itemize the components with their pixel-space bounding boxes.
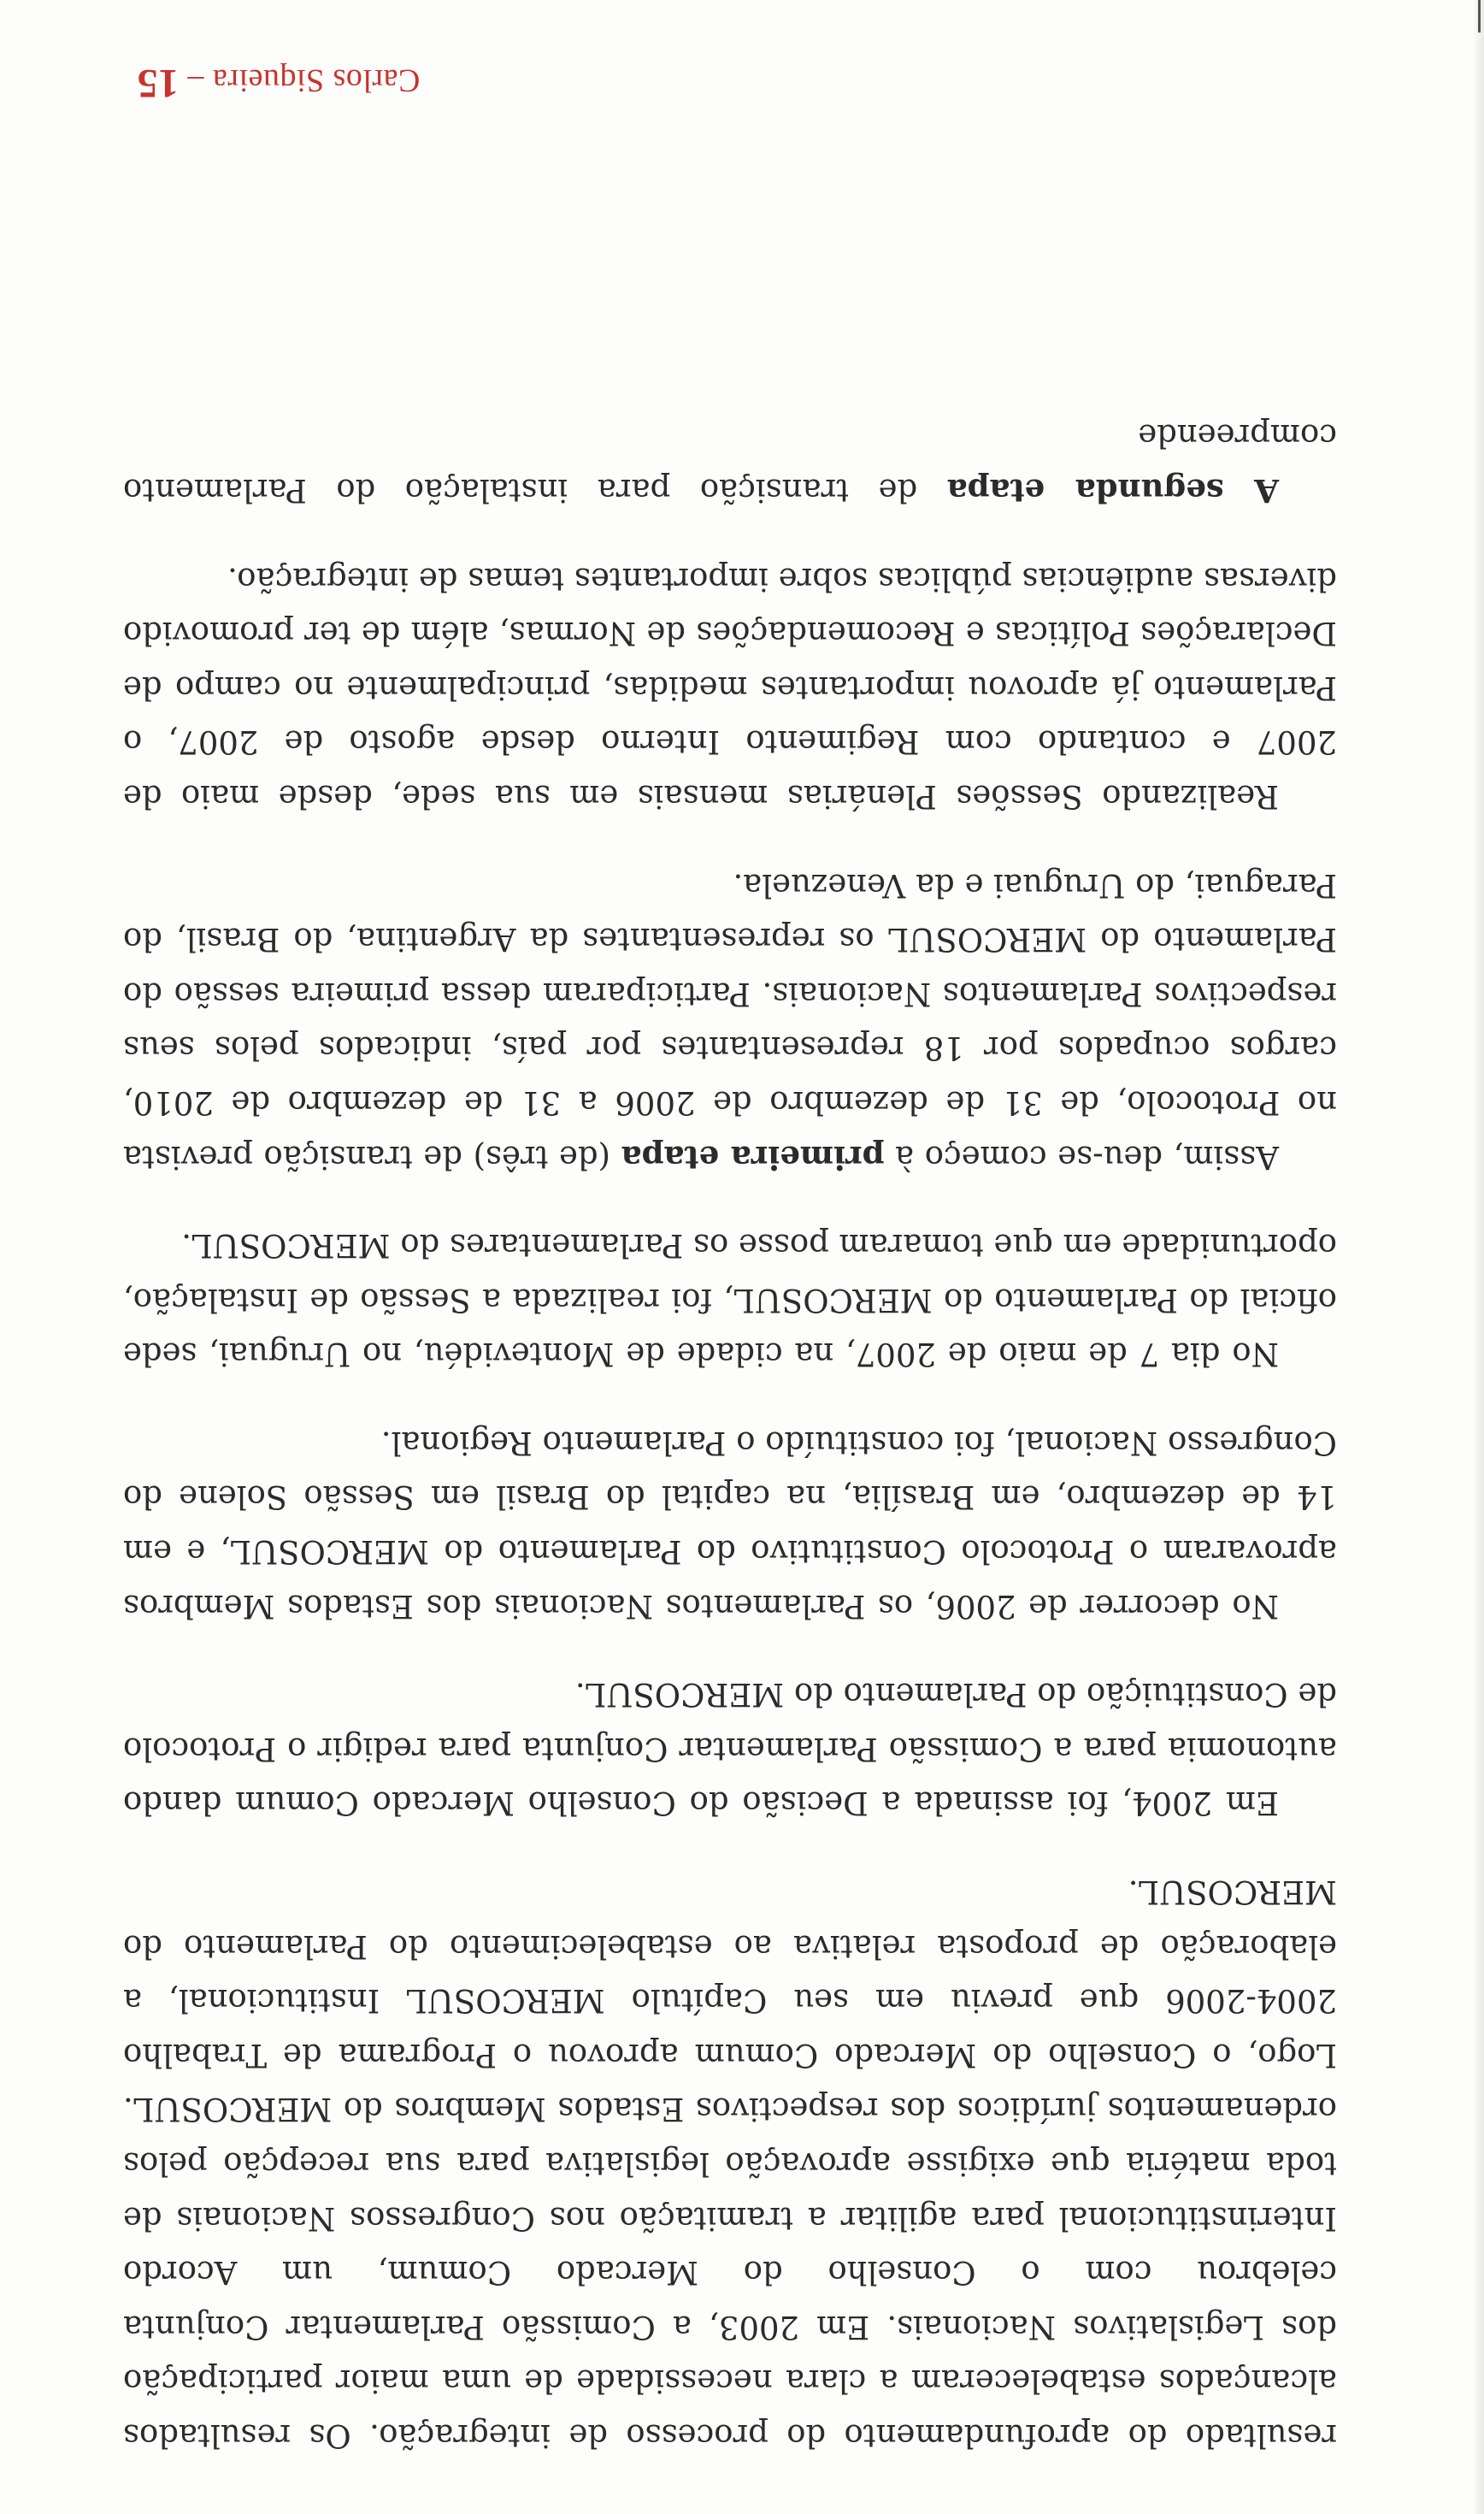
paragraph-2: Em 2004, foi assinada a Decisão do Conselho Mercado Comum dando autonomia para a Comissão Parlamentar Conjunta para redigir o Protocolo de Constituição do Parlamento do MERCOSUL. bbox=[123, 1676, 1337, 1822]
paragraph-5-lead: Assim, deu-se começo à bbox=[884, 1138, 1279, 1176]
page-number: 15 bbox=[137, 61, 179, 106]
paragraph-6: Realizando Sessões Plenárias mensais em sua sede, desde maio de 2007 e contando com Regimento Interno desde agosto de 2007, o Parlamento já aprovou importantes medidas, principalmente no campo de Declarações Políticas e Recomendações de Normas, além de ter promovido diversas audiências públicas sobre importantes temas de integração. bbox=[123, 560, 1337, 815]
paragraph-7 bbox=[123, 409, 1337, 517]
page-edge-shadow bbox=[1474, 0, 1484, 2514]
edge-mark bbox=[1478, 0, 1481, 32]
footer-author: Carlos Siqueira – bbox=[179, 62, 421, 98]
paragraph-7-rest: de transição para instalação do Parlamento compreende bbox=[122, 417, 1337, 509]
paragraph-5-rest: (de três) de transição prevista no Protocolo, de 31 de dezembro de 2006 a 31 de dezembro de 2010, cargos ocupados por 18 representantes por país, indicados pelos seus respectivos Parlamentos Nacionais. Participaram dessa primeira sessão do Parlamento do MERCOSUL os representantes da Argentina, do Brasil, do Paraguai, do Uruguai e da Venezuela. bbox=[123, 866, 1337, 1176]
primeira-etapa-bold: primeira etapa bbox=[621, 1138, 885, 1177]
page-footer bbox=[137, 60, 420, 107]
paragraph-5 bbox=[123, 858, 1337, 1184]
body-text bbox=[123, 375, 1337, 2463]
paragraph-3: No decorrer de 2006, os Parlamentos Nacionais dos Estados Membros aprovaram o Protocolo Constitutivo do Parlamento do MERCOSUL, e em 14 de dezembro, em Brasília, na capital do Brasil em Sessão Solene do Congresso Nacional, foi constituído o Parlamento Regional. bbox=[123, 1424, 1337, 1625]
paragraph-4: No dia 7 de maio de 2007, na cidade de Montevidéu, no Uruguai, sede oficial do Parlamento do MERCOSUL, foi realizada a Sessão de Instalação, oportunidade em que tomaram posse os Parlamentares do MERCOSUL. bbox=[123, 1227, 1337, 1373]
paragraph-1: resultado do aprofundamento do processo de integração. Os resultados alcançados estabeleceram a clara necessidade de uma maior participação dos Legislativos Nacionais. Em 2003, a Comissão Parlamentar Conjunta celebrou com o Conselho do Mercado Comum, um Acordo Interinstitucional para agilitar a tramitação nos Congressos Nacionais de toda matéria que exigisse aprovação legislativa para sua recepção pelos ordenamentos jurídicos dos respectivos Estados Membros do MERCOSUL. Logo, o Conselho do Mercado Comum aprovou o Programa de Trabalho 2004-2006 que previu em seu Capítulo MERCOSUL Institucional, a elaboração de proposta relativa ao estabelecimento do Parlamento do MERCOSUL. bbox=[123, 1874, 1337, 2454]
segunda-etapa-bold: A segunda etapa bbox=[946, 472, 1279, 510]
